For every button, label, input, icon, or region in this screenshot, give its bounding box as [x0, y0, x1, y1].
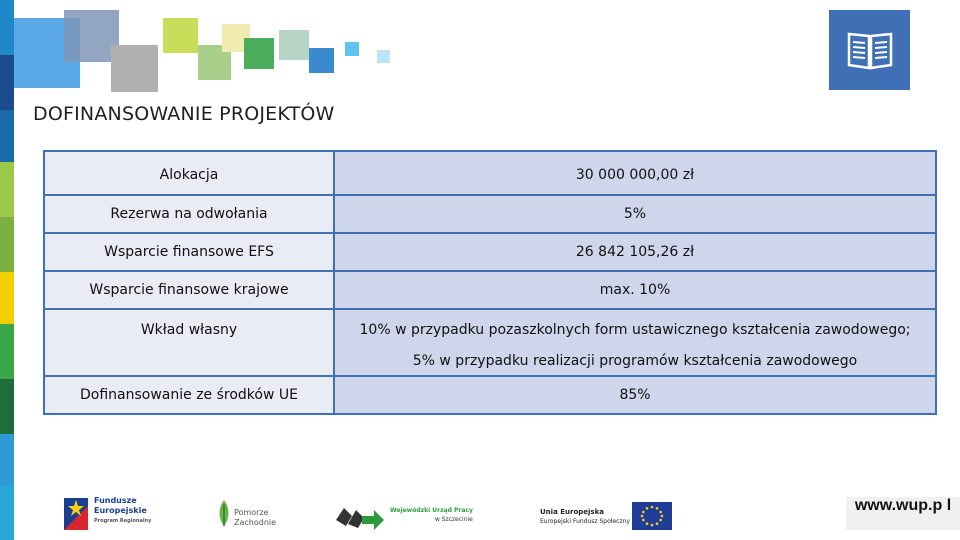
book-icon — [847, 30, 893, 70]
row-value: 26 842 105,26 zł — [334, 233, 936, 271]
ue-line-2: Europejski Fundusz Społeczny — [540, 518, 630, 525]
leaf-icon — [214, 498, 234, 528]
wup-emblem-icon — [336, 500, 386, 530]
row-label: Dofinansowanie ze środków UE — [44, 376, 334, 414]
row-value-line-2: 5% w przypadku realizacji programów kształcenia zawodowego — [412, 353, 858, 369]
table-row — [44, 376, 936, 414]
row-label: Wkład własny — [44, 309, 334, 376]
fe-line-3: Program Regionalny — [94, 518, 152, 524]
table-row — [44, 271, 936, 309]
row-value — [334, 309, 936, 376]
pomorze-line-2: Zachodnie — [234, 518, 277, 527]
pomorze-line-1: Pomorze — [234, 508, 269, 517]
row-value: 30 000 000,00 zł — [334, 151, 936, 195]
table-row — [44, 309, 936, 376]
row-value: 5% — [334, 195, 936, 233]
funding-table — [43, 150, 937, 415]
row-value: 85% — [334, 376, 936, 414]
table-row — [44, 195, 936, 233]
website-url[interactable]: www.wup.p l — [846, 497, 960, 530]
pomorze-zachodnie-logo — [214, 492, 284, 532]
wup-logo — [336, 492, 486, 532]
row-label: Rezerwa na odwołania — [44, 195, 334, 233]
eu-flag-icon — [632, 502, 672, 530]
table-row — [44, 151, 936, 195]
fe-star-icon — [64, 494, 90, 532]
row-value: max. 10% — [334, 271, 936, 309]
row-label: Wsparcie finansowe krajowe — [44, 271, 334, 309]
wup-line-1: Wojewódzki Urząd Pracy — [390, 507, 473, 514]
fe-line-2: Europejskie — [94, 506, 147, 515]
row-label: Alokacja — [44, 151, 334, 195]
fe-line-1: Fundusze — [94, 496, 137, 505]
book-icon-tile — [829, 10, 910, 90]
fundusze-europejskie-logo — [64, 492, 164, 532]
row-value-line-1: 10% w przypadku pozaszkolnych form ustawicznego kształcenia zawodowego; — [359, 322, 911, 338]
page-title: DOFINANSOWANIE PROJEKTÓW — [33, 103, 335, 125]
table-row — [44, 233, 936, 271]
row-label: Wsparcie finansowe EFS — [44, 233, 334, 271]
ue-line-1: Unia Europejska — [540, 508, 604, 516]
unia-europejska-logo — [540, 492, 680, 532]
wup-line-2: w Szczecinie — [434, 516, 473, 523]
